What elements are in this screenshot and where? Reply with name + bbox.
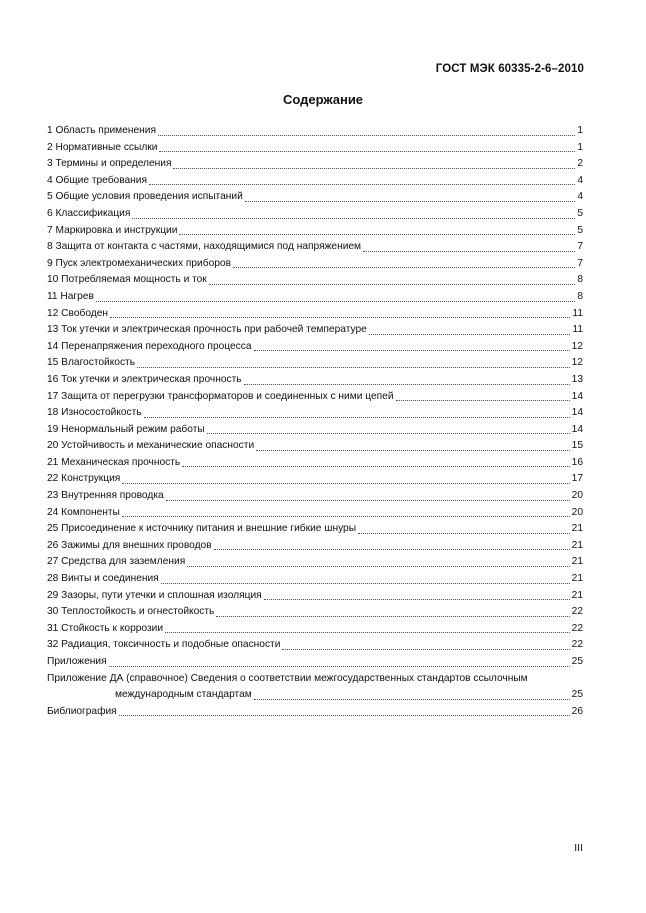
toc-entry-page: 8: [577, 290, 583, 302]
toc-entry-page: 5: [577, 207, 583, 219]
toc-entry-label: 13 Ток утечки и электрическая прочность при рабочей температуре: [47, 324, 367, 336]
toc-entry-page: 1: [577, 141, 583, 153]
toc-entry-page: 16: [571, 456, 583, 468]
dot-leader: [179, 233, 575, 235]
toc-entry-page: 25: [571, 689, 583, 701]
toc-entry-label: 5 Общие условия проведения испытаний: [47, 191, 243, 203]
document-header: ГОСТ МЭК 60335-2-6–2010: [435, 63, 584, 75]
toc-entry[interactable]: [47, 140, 583, 157]
toc-entry[interactable]: [47, 355, 583, 372]
toc-entry-page: 26: [571, 705, 583, 717]
toc-entry[interactable]: [47, 604, 583, 621]
page-title: Содержание: [282, 92, 364, 107]
toc-entry[interactable]: [47, 206, 583, 223]
toc-entry-label: 31 Стойкость к коррозии: [47, 622, 164, 634]
dot-leader: [149, 183, 575, 185]
dot-leader: [207, 432, 570, 434]
toc-entry[interactable]: [47, 637, 583, 654]
dot-leader: [396, 399, 570, 401]
dot-leader: [165, 631, 570, 633]
dot-leader: [216, 615, 569, 617]
dot-leader: [158, 134, 575, 136]
dot-leader: [173, 167, 575, 169]
toc-entry[interactable]: [47, 123, 583, 140]
toc-entry-label: 11 Нагрев: [47, 290, 94, 302]
toc-entry[interactable]: [47, 289, 583, 306]
dot-leader: [187, 565, 569, 567]
toc-entry-label: 22 Конструкция: [47, 473, 121, 485]
toc-entry[interactable]: [47, 654, 583, 671]
toc-entry-label: 20 Устойчивость и механические опасности: [47, 440, 255, 452]
toc-entry[interactable]: [47, 621, 583, 638]
toc-entry-label: 10 Потребляемая мощность и ток: [47, 274, 207, 286]
toc-entry-appendix[interactable]: [47, 671, 583, 704]
toc-entry-label: 24 Компоненты: [47, 506, 120, 518]
toc-entry-label: 19 Ненормальный режим работы: [47, 423, 205, 435]
toc-entry-page: 11: [572, 307, 583, 319]
dot-leader: [96, 300, 575, 302]
dot-leader: [254, 698, 570, 700]
toc-entry-page: 5: [577, 224, 583, 236]
toc-entry-page: 21: [571, 523, 583, 535]
toc-entry-bibliography[interactable]: [47, 704, 583, 721]
toc-entry-label: 23 Внутренняя проводка: [47, 490, 164, 502]
toc-entry-page: 13: [571, 373, 583, 385]
toc-entry-label: 1 Область применения: [47, 125, 156, 136]
toc-entry-page: 20: [571, 506, 583, 518]
toc-entry[interactable]: [47, 571, 583, 588]
dot-leader: [137, 366, 570, 368]
toc-entry-page: 22: [571, 622, 583, 634]
dot-leader: [182, 465, 569, 467]
toc-entry-page: 12: [571, 340, 583, 352]
toc-entry[interactable]: [47, 438, 583, 455]
toc-entry[interactable]: [47, 505, 583, 522]
toc-entry-page: 4: [577, 191, 583, 203]
toc-entry-label: 16 Ток утечки и электрическая прочность: [47, 373, 242, 385]
dot-leader: [256, 449, 570, 451]
toc-entry-label: 8 Защита от контакта с частями, находящимися под напряжением: [47, 241, 362, 253]
toc-entry-label: 25 Присоединение к источнику питания и внешние гибкие шнуры: [47, 523, 357, 535]
toc-entry[interactable]: [47, 156, 583, 173]
toc-entry-page: 2: [577, 158, 583, 170]
toc-entry[interactable]: [47, 471, 583, 488]
toc-entry-page: 22: [571, 639, 583, 651]
toc-entry-page: 22: [571, 606, 583, 618]
toc-entry-label: 26 Зажимы для внешних проводов: [47, 539, 212, 551]
toc-entry-page: 7: [577, 241, 583, 253]
toc-entry-page: 14: [571, 390, 583, 402]
toc-entry-label: 7 Маркировка и инструкции: [47, 224, 178, 236]
toc-entry[interactable]: [47, 538, 583, 555]
toc-entry-page: 14: [571, 407, 583, 419]
dot-leader: [132, 217, 575, 219]
dot-leader: [161, 582, 570, 584]
toc-entry-page: 21: [571, 589, 583, 601]
toc-entry-label: 6 Классификация: [47, 207, 131, 219]
toc-entry-label: 27 Средства для заземления: [47, 556, 186, 568]
toc-entry-label: 12 Свободен: [47, 307, 108, 319]
toc-entry-page: 15: [571, 440, 583, 452]
toc-entry-page: 4: [577, 174, 583, 186]
toc-entry-label: 28 Винты и соединения: [47, 573, 159, 585]
toc-entry-page: 21: [571, 573, 583, 585]
dot-leader: [144, 416, 570, 418]
dot-leader: [363, 250, 575, 252]
toc-entry[interactable]: [47, 272, 583, 289]
toc-entry-page: 25: [571, 656, 583, 667]
toc-entry[interactable]: [47, 405, 583, 422]
toc-entry-label: 18 Износостойкость: [47, 407, 142, 419]
dot-leader: [109, 665, 570, 667]
toc-entry[interactable]: [47, 389, 583, 406]
toc-entry[interactable]: [47, 588, 583, 605]
toc-entry-label: 9 Пуск электромеханических приборов: [47, 257, 231, 269]
toc-entry[interactable]: [47, 239, 583, 256]
dot-leader: [244, 383, 570, 385]
toc-entry-label: Приложения: [47, 656, 107, 667]
dot-leader: [214, 548, 570, 550]
dot-leader: [166, 499, 570, 501]
toc-entry-page: 21: [571, 556, 583, 568]
toc-entry[interactable]: [47, 339, 583, 356]
dot-leader: [245, 200, 576, 202]
dot-leader: [233, 266, 575, 268]
toc-entry[interactable]: [47, 223, 583, 240]
dot-leader: [264, 598, 570, 600]
toc-entry-label: 30 Теплостойкость и огнестойкость: [47, 606, 215, 618]
dot-leader: [358, 532, 570, 534]
toc-entry-page: 7: [577, 257, 583, 269]
toc-entry-page: 1: [577, 125, 583, 136]
toc-entry-page: 20: [571, 490, 583, 502]
toc-entry-label: международным стандартам: [115, 689, 252, 701]
toc-entry-page: 12: [571, 357, 583, 369]
toc-entry-label: 14 Перенапряжения переходного процесса: [47, 340, 252, 352]
toc-entry[interactable]: [47, 173, 583, 190]
toc-entry-label: 21 Механическая прочность: [47, 456, 181, 468]
toc-entry[interactable]: [47, 422, 583, 439]
toc-entry[interactable]: [47, 322, 583, 339]
toc-entry[interactable]: [47, 306, 583, 323]
toc-entry-page: 8: [577, 274, 583, 286]
toc-entry-label: 4 Общие требования: [47, 174, 148, 186]
toc-entry-label: 15 Влагостойкость: [47, 357, 136, 369]
toc-entry-label: 2 Нормативные ссылки: [47, 141, 158, 153]
toc-entry[interactable]: [47, 488, 583, 505]
dot-leader: [122, 515, 570, 517]
toc-entry[interactable]: [47, 521, 583, 538]
toc-entry[interactable]: [47, 256, 583, 273]
table-of-contents: [47, 123, 583, 720]
dot-leader: [282, 648, 569, 650]
page-number: III: [574, 842, 583, 854]
dot-leader: [122, 482, 569, 484]
toc-entry-page: 11: [572, 324, 583, 336]
dot-leader: [119, 714, 570, 716]
toc-entry-label: Приложение ДА (справочное) Сведения о соответствии межгосударственных стандартов ссылочным: [47, 672, 528, 684]
toc-entry[interactable]: [47, 455, 583, 472]
toc-entry-page: 14: [571, 423, 583, 435]
toc-entry[interactable]: [47, 554, 583, 571]
dot-leader: [369, 333, 571, 335]
toc-entry-page: 21: [571, 539, 583, 551]
dot-leader: [209, 283, 576, 285]
toc-entry-page: 17: [571, 473, 583, 485]
toc-entry[interactable]: [47, 372, 583, 389]
toc-entry-label: 3 Термины и определения: [47, 158, 172, 170]
dot-leader: [110, 316, 570, 318]
dot-leader: [254, 349, 570, 351]
toc-entry-label: 32 Радиация, токсичность и подобные опасности: [47, 639, 281, 651]
toc-entry[interactable]: [47, 189, 583, 206]
dot-leader: [159, 150, 575, 152]
toc-entry-label: Библиография: [47, 705, 117, 717]
toc-entry-label: 29 Зазоры, пути утечки и сплошная изоляция: [47, 589, 262, 601]
toc-entry-label: 17 Защита от перегрузки трансформаторов и соединенных с ними цепей: [47, 390, 394, 402]
